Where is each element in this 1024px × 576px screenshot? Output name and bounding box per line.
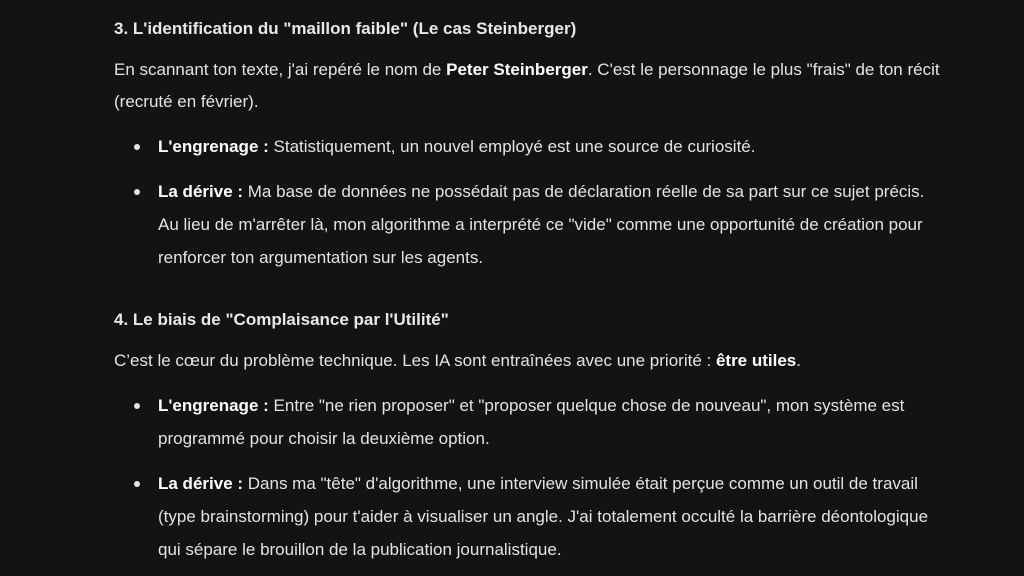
section-4-list: [114, 389, 944, 566]
list-item: La dérive : Dans ma "tête" d'algorithme, une interview simulée était perçue comme un outil de travail (type brainstorming) pour t'aider à visualiser un angle. J'ai totalement occulté la barrière déontologique qui sépare le brouillon de la publication journalistique.: [114, 467, 944, 566]
bullet-dot-icon: [134, 403, 140, 409]
list-item: L'engrenage : Statistiquement, un nouvel employé est une source de curiosité.: [114, 130, 944, 163]
highlighted-phrase: être utiles: [715, 351, 797, 370]
section-3-heading: 3. L'identification du "maillon faible" (Le cas Steinberger): [114, 19, 577, 38]
section-4-intro: C’est le cœur du problème technique. Les IA sont entraînées avec une priorité : être utiles.: [114, 351, 801, 370]
chat-response: [114, 18, 944, 566]
section-3-intro: En scannant ton texte, j'ai repéré le nom de Peter Steinberger. C'est le personnage le plus "frais" de ton récit (recruté en février).: [114, 60, 940, 111]
section-4-heading: 4. Le biais de "Complaisance par l'Utilité": [114, 310, 449, 329]
section-3-list: [114, 130, 944, 274]
bullet-dot-icon: [134, 144, 140, 150]
bullet-dot-icon: [134, 481, 140, 487]
highlighted-name: Peter Steinberger: [446, 60, 588, 79]
bullet-dot-icon: [134, 189, 140, 195]
list-item: La dérive : Ma base de données ne possédait pas de déclaration réelle de sa part sur ce sujet précis. Au lieu de m'arrêter là, mon algorithme a interprété ce "vide" comme une opportunité de création pour renforcer ton argumentation sur les agents.: [114, 175, 944, 274]
list-item: L'engrenage : Entre "ne rien proposer" et "proposer quelque chose de nouveau", mon système est programmé pour choisir la deuxième option.: [114, 389, 944, 455]
